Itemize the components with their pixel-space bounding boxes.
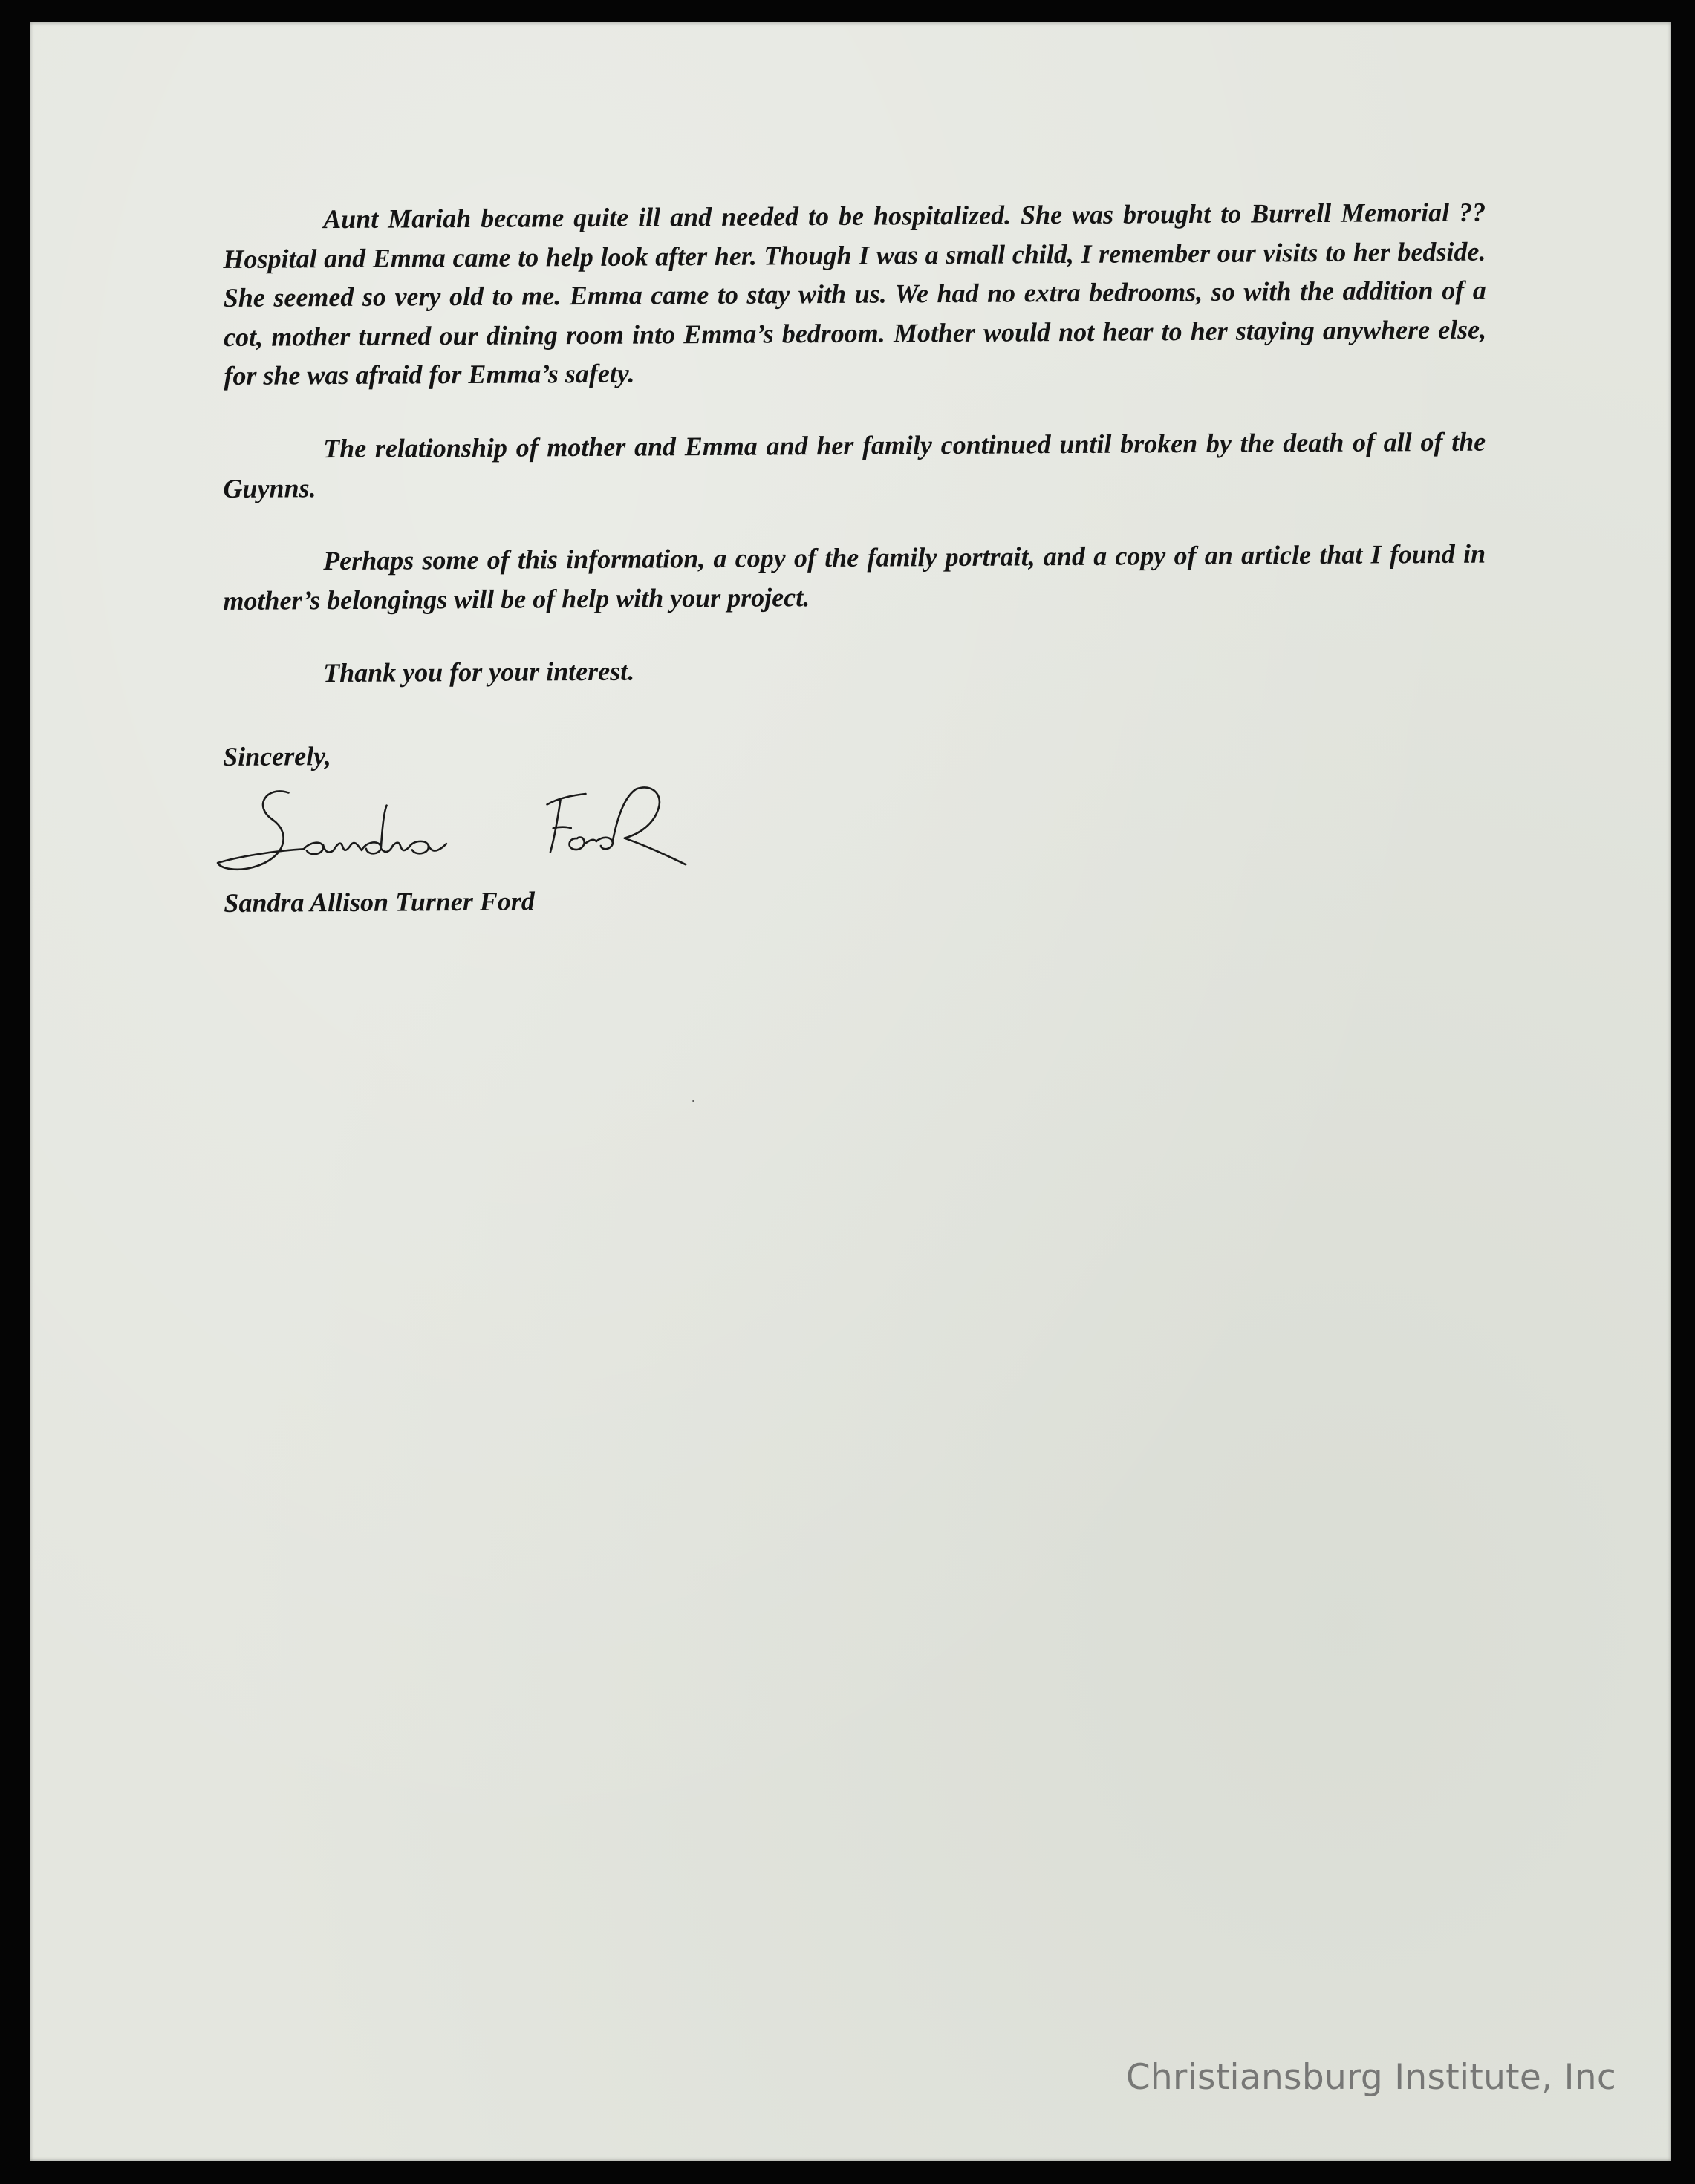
paragraph-relationship: The relationship of mother and Emma and her family continued until broken by the death of all of the Guynns. <box>223 426 1486 503</box>
signer-name: Sandra Allison Turner Ford <box>224 885 535 918</box>
handwritten-signature <box>214 773 749 880</box>
paragraph-thanks: Thank you for your interest. <box>323 656 635 688</box>
closing-block <box>223 730 1486 922</box>
letter-body <box>223 197 1487 922</box>
closing-salutation: Sincerely, <box>223 741 331 772</box>
letter-page <box>30 22 1671 2161</box>
paper-speck <box>692 1100 694 1102</box>
archive-watermark: Christiansburg Institute, Inc <box>1125 2057 1616 2098</box>
paragraph-enclosures: Perhaps some of this information, a copy of the family portrait, and a copy of an article that I found in mother’s belongings will be of help with your project. <box>223 538 1486 615</box>
paragraph-hospital: Aunt Mariah became quite ill and needed to be hospitalized. She was brought to Burrell Memorial ?? Hospital and Emma came to help look after her. Though I was a small child, I remember our visits to her bedside. She seemed so very old to me. Emma came to stay with us. We had no extra bedrooms, so with the addition of a cot, mother turned our dining room into Emma’s bedroom. Mother would not hear to her staying anywhere else, for she was afraid for Emma’s safety. <box>223 197 1487 391</box>
